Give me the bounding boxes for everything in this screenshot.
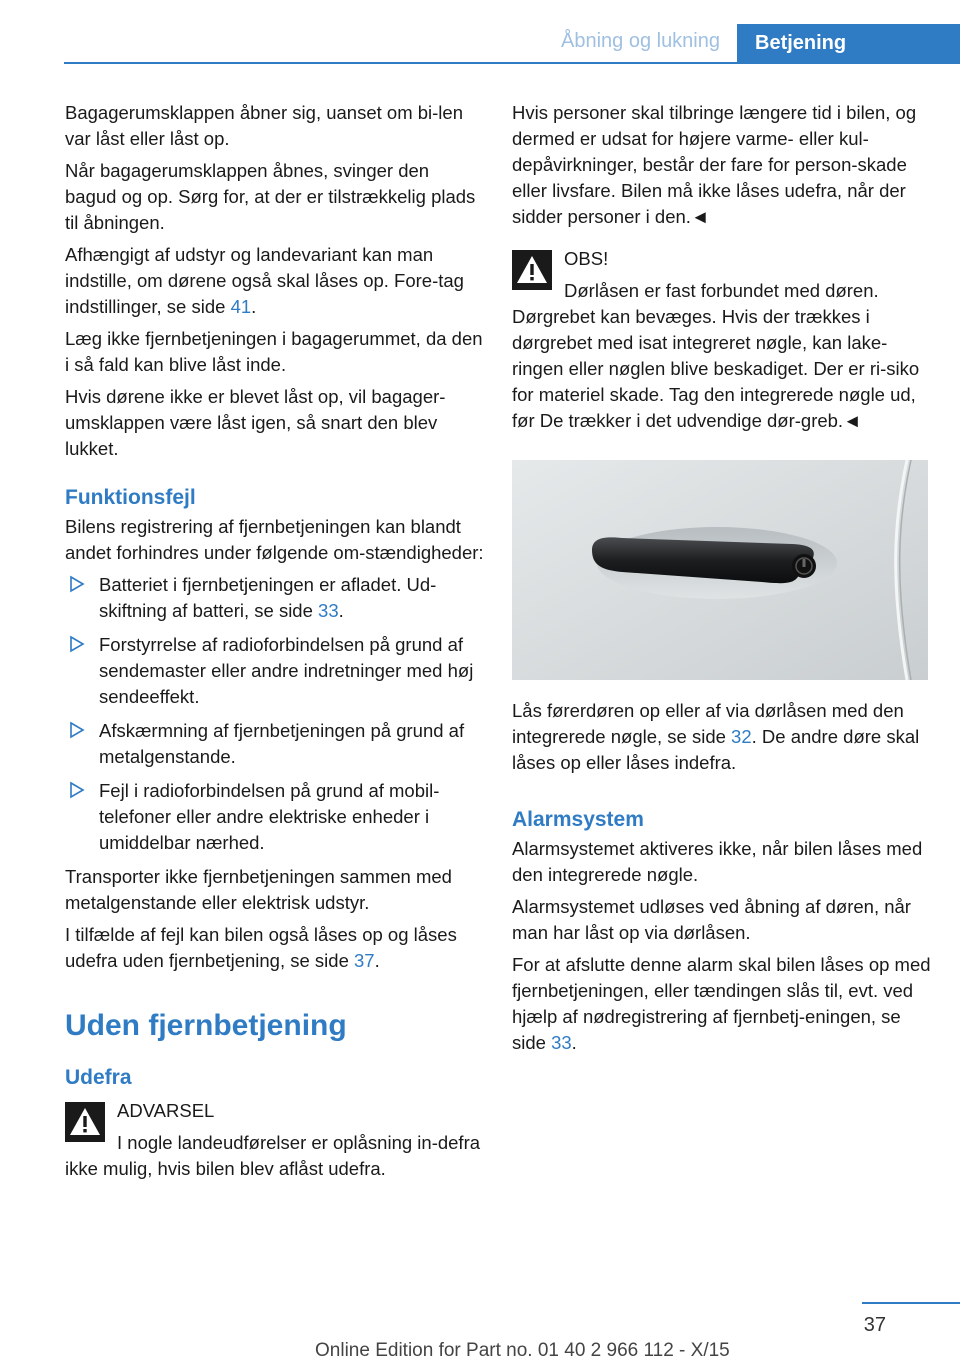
paragraph: Lås førerdøren op eller af via dørlåsen med den integrerede nøgle, se side 32. De andre døre skal låses op eller låses indefra.	[512, 700, 920, 773]
paragraph: Transporter ikke fjernbetjeningen sammen med metalgenstande eller elektrisk udstyr.	[65, 866, 452, 913]
paragraph: Alarmsystemet udløses ved åbning af døren, når man har låst op via dørlåsen.	[512, 896, 911, 943]
paragraph: I tilfælde af fejl kan bilen også låses op og låses udefra uden fjernbetjening, se side 37.	[65, 924, 457, 971]
page-link[interactable]: 37	[354, 950, 375, 971]
paragraph: Afhængigt af udstyr og landevariant kan man indstille, om dørene også skal låses op. Fore‐tag indstillinger, se side 41.	[65, 244, 464, 317]
heading-alarmsystem: Alarmsystem	[512, 808, 644, 831]
paragraph: Bilens registrering af fjernbetjeningen kan blandt andet forhindres under følgende om‐stændigheder:	[65, 516, 484, 563]
triangle-right-outline-icon	[69, 721, 85, 739]
bullet-list	[65, 572, 485, 856]
page-link[interactable]: 41	[230, 296, 252, 317]
paragraph: For at afslutte denne alarm skal bilen låses op med fjernbetjeningen, eller tændingen slås til, evt. ved hjælp af nødregistrering af fjernbetj‐eningen, se side 33.	[512, 954, 931, 1053]
heading-uden-fjernbetjening: Uden fjernbetjening	[65, 1009, 347, 1042]
list-item: Forstyrrelse af radioforbindelsen på grund af sendemaster eller andre indretninger med høj sendeeffekt.	[65, 632, 485, 710]
paragraph: Alarmsystemet aktiveres ikke, når bilen låses med den integrerede nøgle.	[512, 838, 923, 885]
triangle-right-outline-icon	[69, 781, 85, 799]
warning-box	[512, 246, 932, 434]
page-footer	[0, 1302, 960, 1362]
list-item: Afskærmning af fjernbetjeningen på grund af metalgenstande.	[65, 718, 485, 770]
page-header	[64, 24, 960, 64]
paragraph: Bagagerumsklappen åbner sig, uanset om bi‐len var låst eller låst op.	[65, 102, 463, 149]
page-link[interactable]: 32	[731, 726, 752, 747]
warning-title: OBS!	[564, 248, 609, 269]
edition-note: Online Edition for Part no. 01 40 2 966 112 - X/15	[315, 1340, 730, 1361]
paragraph: Hvis personer skal tilbringe længere tid i bilen, og dermed er udsat for højere varme- eller kul‐depåvirkninger, består der fare for person‐skade eller livsfare. Bilen må ikke låses udefra, når der sidder personer i den.◄	[512, 102, 917, 227]
heading-funktionsfejl: Funktionsfejl	[65, 486, 196, 509]
page-number: 37	[863, 1314, 886, 1336]
paragraph: Hvis dørene ikke er blevet låst op, vil bagager‐umsklappen være låst igen, så snart den blev lukket.	[65, 386, 446, 459]
list-item: Fejl i radioforbindelsen på grund af mobil‐telefoner eller andre elektriske enheder i umiddelbar nærhed.	[65, 778, 485, 856]
page-link[interactable]: 33	[318, 600, 339, 621]
warning-title: ADVARSEL	[117, 1100, 215, 1121]
footer-rule	[862, 1302, 960, 1304]
section-title: Åbning og lukning	[560, 30, 720, 52]
chapter-tab: Betjening	[737, 24, 960, 62]
triangle-right-outline-icon	[69, 575, 85, 593]
warning-body: I nogle landeudførelser er oplåsning in‐defra ikke mulig, hvis bilen blev aflåst udefra.	[65, 1132, 481, 1179]
paragraph: Læg ikke fjernbetjeningen i bagagerummet, da den i så fald kan blive låst inde.	[65, 328, 483, 375]
door-handle-image	[512, 460, 928, 680]
page-link[interactable]: 33	[551, 1032, 572, 1053]
triangle-right-outline-icon	[69, 635, 85, 653]
right-column	[512, 100, 932, 1062]
warning-box	[65, 1098, 485, 1182]
warning-triangle-icon	[65, 1102, 105, 1142]
warning-triangle-icon	[512, 250, 552, 290]
paragraph: Når bagagerumsklappen åbnes, svinger den bagud og op. Sørg for, at der er tilstrækkelig plads til åbningen.	[65, 160, 476, 233]
warning-body: Dørlåsen er fast forbundet med døren. Dørgrebet kan bevæges. Hvis der trækkes i dørgrebet med isat integreret nøgle, kan lake‐ringen eller nøglen blive beskadiget. Der er ri‐siko for materiel skade. Tag den integrerede nøgle ud, før De trækker i det udvendige dør‐greb.◄	[512, 280, 920, 431]
heading-udefra: Udefra	[65, 1066, 132, 1089]
left-column	[65, 100, 485, 1182]
list-item: Batteriet i fjernbetjeningen er afladet. Ud‐skiftning af batteri, se side 33.	[65, 572, 485, 624]
